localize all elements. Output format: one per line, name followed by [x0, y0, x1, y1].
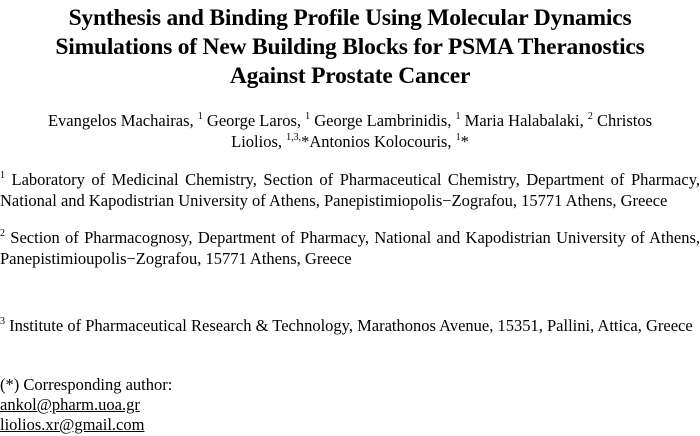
email-link-2[interactable]: liolios.xr@gmail.com — [0, 415, 145, 434]
author-name: George Lambrinidis, — [310, 111, 456, 130]
title-line-2: Simulations of New Building Blocks for PSMA Theranostics — [55, 34, 645, 60]
author-name: Christos Liolios, — [231, 111, 653, 151]
author-affiliation-mark: 1,3, — [286, 132, 302, 143]
email-link-1[interactable]: ankol@pharm.uoa.gr — [0, 395, 140, 414]
affiliation-text: Laboratory of Medicinal Chemistry, Section of Pharmaceutical Chemistry, Department of Pharmacy, National and Kapodistrian University of Athens, Panepistimiopolis−Zografou, 15771 Athens, Greece — [0, 170, 700, 210]
title-line-3: Against Prostate Cancer — [229, 63, 471, 89]
corresponding-label: (*) Corresponding author: — [0, 375, 173, 394]
affiliation-mark: 3 — [0, 316, 5, 327]
paper-title — [0, 4, 700, 91]
author-name: * — [460, 132, 469, 151]
corresponding-author-block — [0, 375, 172, 435]
affiliation-mark: 2 — [0, 228, 5, 239]
author-name: George Laros, — [202, 111, 306, 130]
affiliation-text: Section of Pharmacognosy, Department of Pharmacy, National and Kapodistrian University of Athens, Panepistimioupolis−Zografou, 15771 Athens, Greece — [0, 228, 700, 268]
affiliation-mark: 1 — [0, 170, 5, 181]
affiliation-2 — [0, 227, 700, 269]
title-line-1: Synthesis and Binding Profile Using Molecular Dynamics — [68, 5, 632, 31]
affiliation-1 — [0, 169, 700, 211]
author-name: *Antonios Kolocouris, — [301, 132, 456, 151]
author-affiliation-mark: 1 — [197, 111, 203, 122]
author-list — [30, 110, 670, 152]
affiliation-3 — [0, 315, 700, 336]
author-name: Maria Halabalaki, — [460, 111, 588, 130]
author-affiliation-mark: 2 — [587, 111, 593, 122]
author-affiliation-mark: 1 — [305, 111, 311, 122]
author-affiliation-mark: 1 — [455, 111, 461, 122]
author-name: Evangelos Machairas, — [47, 111, 198, 130]
affiliation-text: Institute of Pharmaceutical Research & Technology, Marathonos Avenue, 15351, Pallini, Attica, Greece — [5, 316, 693, 335]
author-affiliation-mark: 1 — [455, 132, 461, 143]
